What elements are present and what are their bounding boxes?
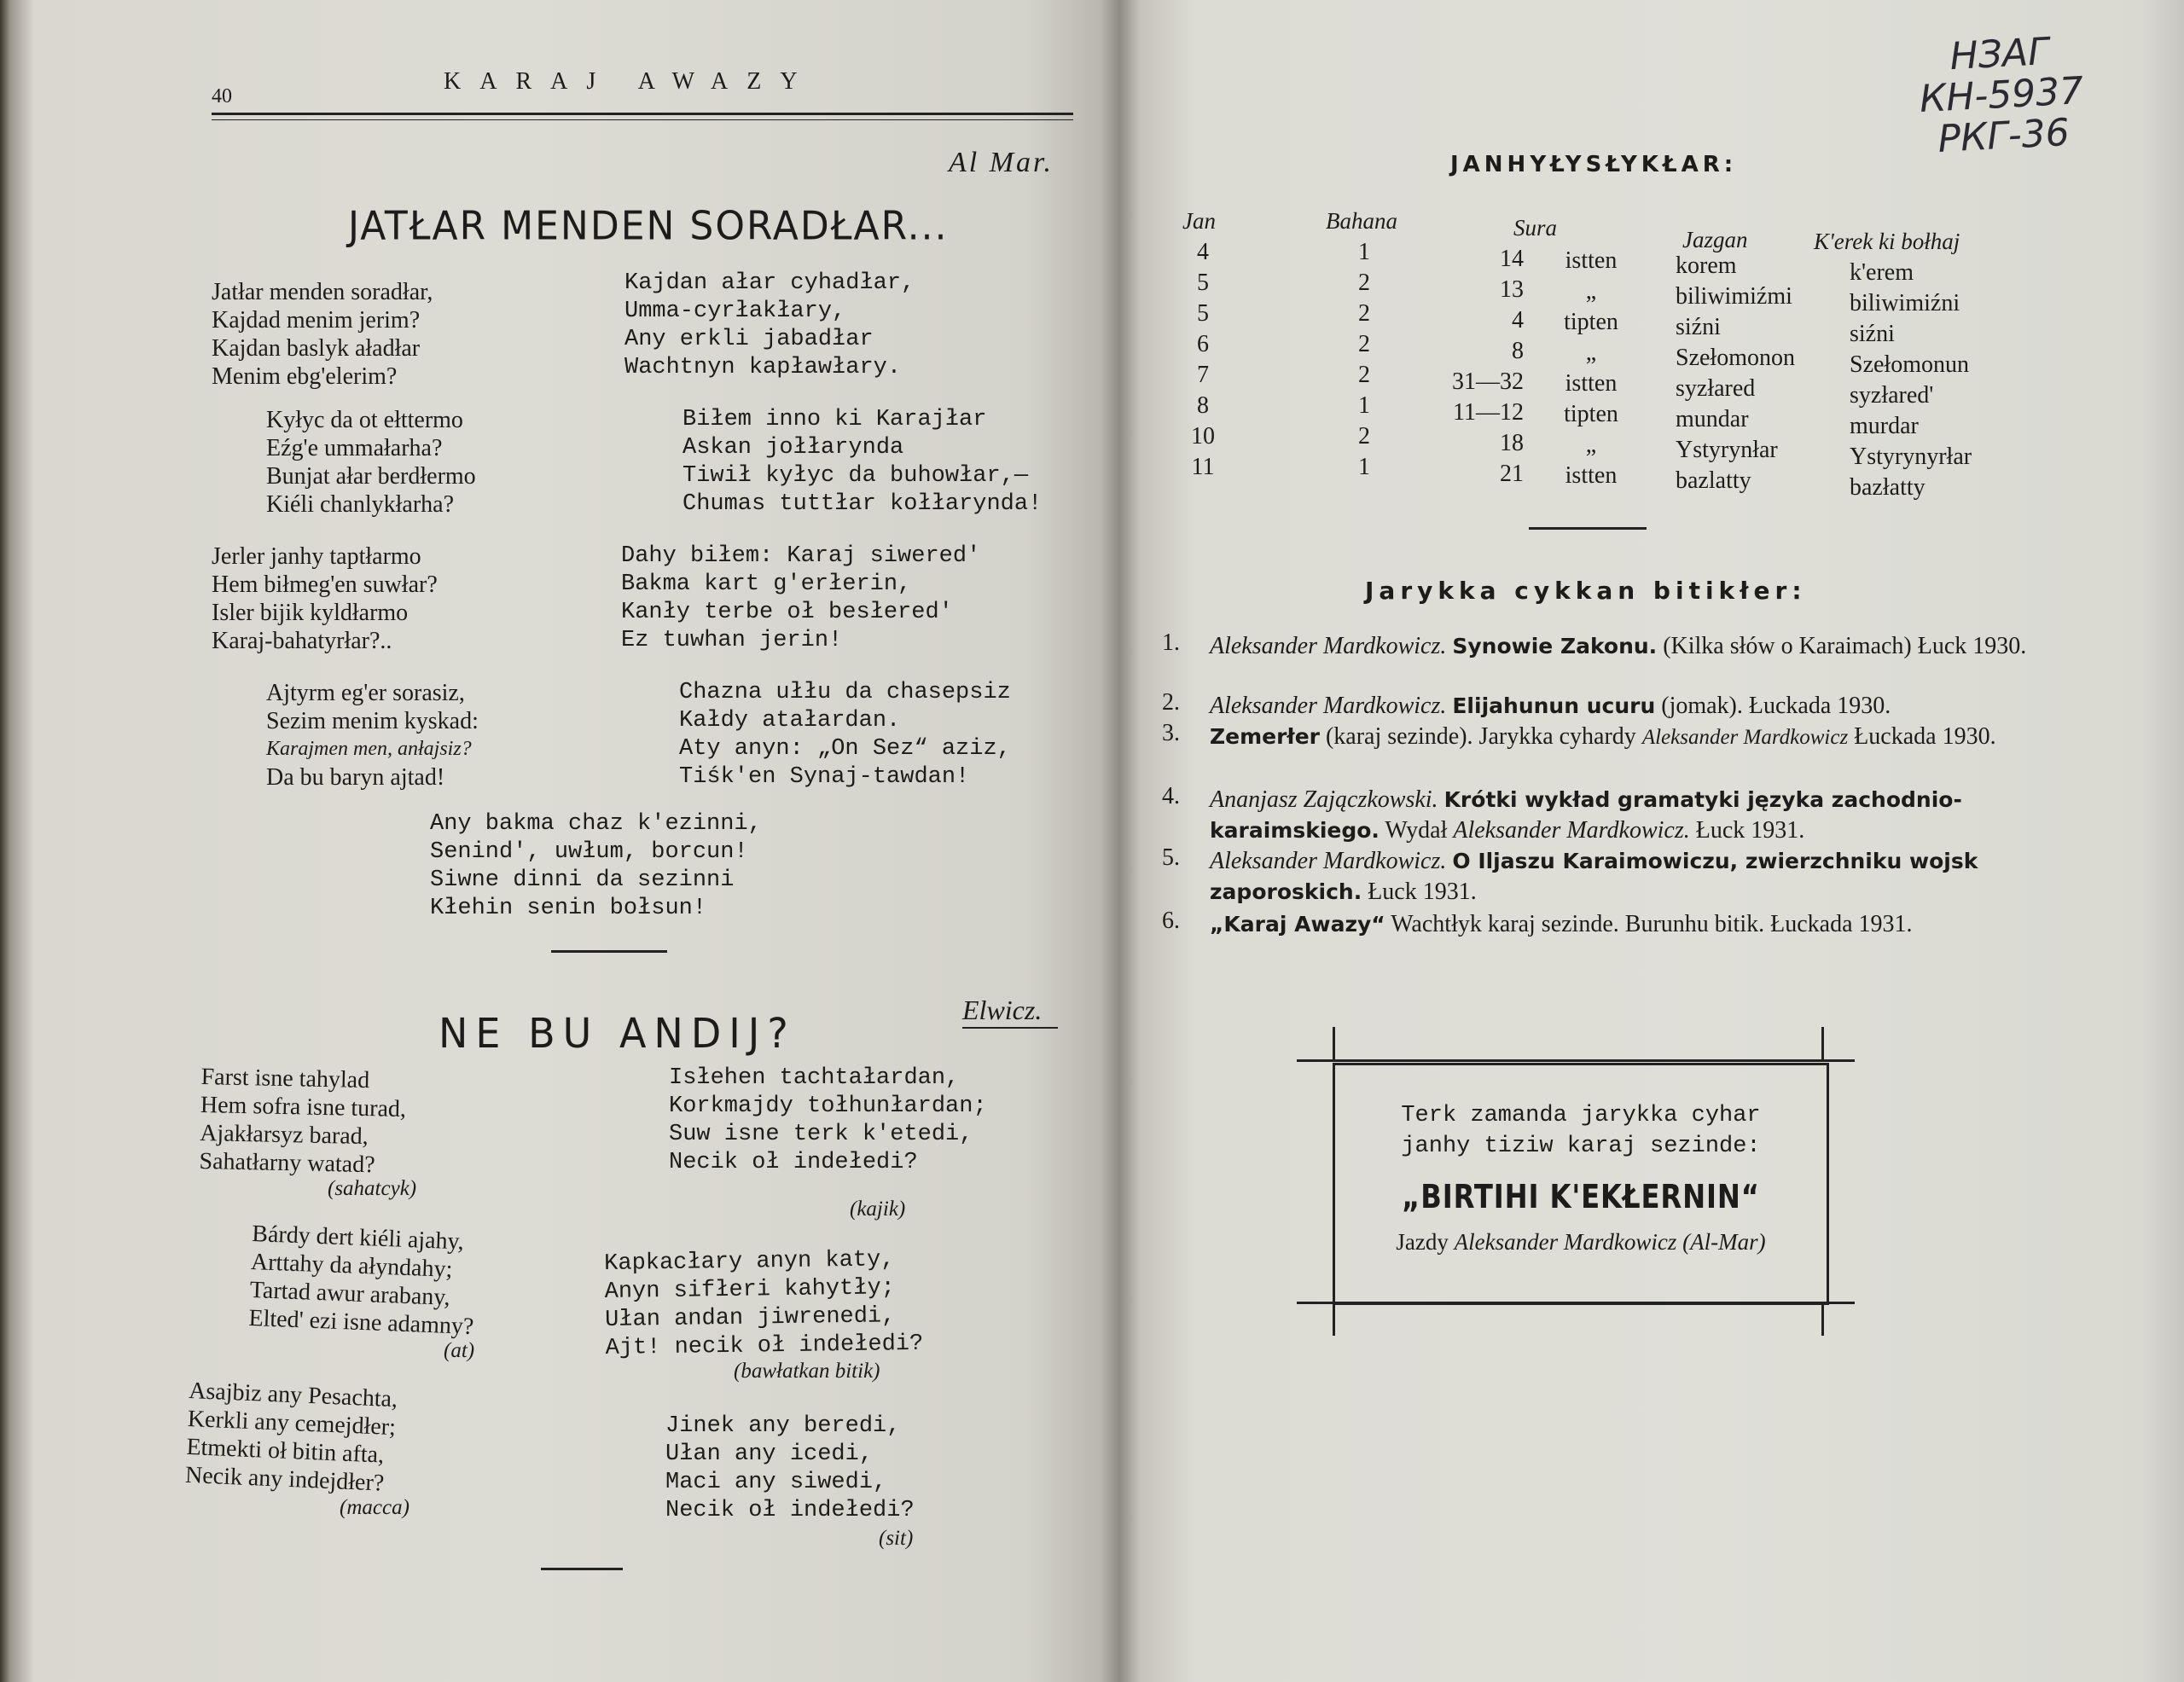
ad-tick-tl (1333, 1027, 1335, 1061)
ad-book-title: „BIRTIHI K'EKŁERNIN“ (1402, 1178, 1760, 1215)
poem1-stanza-7: Ajtyrm eg'er sorasiz, Sezim menim kyskad: Karajmen men, anłajsiz? Da bu baryn ajtad! (266, 680, 479, 791)
col-header-bahana: Bahana (1326, 208, 1397, 234)
poem1-stanza-9: Any bakma chaz k'ezinni, Senind', uwłum, borcun! Siwne dinni da sezinni Kłehin senin bołsun! (430, 811, 762, 921)
bibliography-title: Jarykka cykkan bitikłer: (1365, 577, 1807, 605)
ad-line-2: janhy tiziw karaj sezinde: (1401, 1134, 1761, 1159)
page-number: 40 (212, 85, 232, 107)
poem2-stanza-3: Bárdy dert kiéli ajahy, Arttahy da ałyndahy; Tartad awur arabany, Elted' ezi isne adamny? (247, 1220, 474, 1341)
poem2-author-underline (962, 1027, 1058, 1029)
col-bahana: 1 2 2 2 2 1 2 1 (1358, 239, 1370, 480)
running-title: KARAJ AWAZY (444, 68, 816, 95)
poem1-end-rule (551, 950, 667, 953)
col-header-kerek: K'erek ki bołhaj (1814, 229, 1960, 254)
poem2-author: Elwicz. (962, 995, 1043, 1025)
poem2-answer-3: (at) (444, 1339, 475, 1362)
bib-num-5: 5. (1162, 844, 1180, 871)
poem1-stanza-2: Kajdan ałar cyhadłar, Umma-cyrłakłary, Any erkli jabadłar Wachtnyn kapławłary. (624, 270, 915, 380)
poem1-author: Al Mar. (949, 147, 1054, 178)
poem2-answer-2: (kajik) (850, 1198, 906, 1221)
poem2-answer-1: (sahatcyk) (328, 1177, 417, 1200)
col-jazgan: korem biliwimiźmi siźni Szełomonon syzłared mundar Ystyrynłar bazlatty (1676, 252, 1795, 494)
ad-tick-bl (1333, 1302, 1335, 1336)
poem1-stanza-5: Jerler janhy taptłarmo Hem biłmeg'en suwłar? Isler bijik kyldłarmo Karaj-bahatyrłar?.. (212, 543, 438, 654)
poem2-answer-4: (bawłatkan bitik) (734, 1360, 880, 1383)
col-sura-num: 14 13 4 8 31—32 11—12 18 21 (1452, 246, 1524, 487)
poem1-stanza-6: Dahy biłem: Karaj siwered' Bakma kart g'erłerin, Kanły terbe oł besłered' Ez tuwhan jerin! (621, 543, 981, 653)
poem1-stanza-8: Chazna ułłu da chasepsiz Kałdy atałardan. Aty anyn: „On Sez“ aziz, Tiśk'en Synaj-tawdan! (679, 680, 1011, 790)
errata-title: JANHYŁYSŁYKŁAR: (1450, 152, 1738, 177)
poem2-end-rule (541, 1568, 623, 1570)
header-rule-thin (212, 119, 1073, 120)
col-kerek: k'erem biliwimiźni siźni Szełomonun syzłared' murdar Ystyrynyrłar bazłatty (1850, 259, 1972, 501)
poem2-stanza-4: Kapkacłary anyn katy, Anyn sifłeri kahytły; Ułan andan jiwrenedi, Ajt! necik oł indełedi? (604, 1247, 924, 1361)
poem1-stanza-4: Biłem inno ki Karajłar Askan jołłarynda Tiwił kyłyc da buhowłar,— Chumas tuttłar kołłarynda! (682, 407, 1043, 517)
poem2-stanza-6: Jinek any beredi, Ułan any icedi, Maci any siwedi, Necik oł indełedi? (665, 1413, 915, 1523)
bib-num-4: 4. (1162, 783, 1180, 809)
col-header-jan: Jan (1182, 208, 1216, 234)
bib-item-6: „Karaj Awazy“ Wachtłyk karaj sezinde. Burunhu bitik. Łuckada 1931. (1210, 911, 1913, 937)
poem2-title: NE BU ANDIJ? (439, 1008, 796, 1058)
bib-item-2: Aleksander Mardkowicz. Elijahunun ucuru (jomak). Łuckada 1930. (1210, 693, 1891, 719)
bib-num-2: 2. (1162, 689, 1180, 716)
bib-item-5: Aleksander Mardkowicz. O Iljaszu Karaimowiczu, zwierzchniku wojsk zaporoskich. Łuck 1931. (1210, 848, 1978, 905)
bib-num-3: 3. (1162, 720, 1180, 746)
col-jan: 4 5 5 6 7 8 10 11 (1191, 239, 1215, 480)
poem1-stanza-1: Jatłar menden soradłar, Kajdad menim jerim? Kajdan baslyk aładłar Menim ebg'elerim? (212, 279, 433, 390)
library-stamp: НЗАГ КН-5937 РКГ-36 (1918, 30, 2085, 161)
poem2-stanza-1: Farst isne tahylad Hem sofra isne turad, Ajakłarsyz barad, Sahatłarny watad? (199, 1063, 407, 1179)
col-sura-dir: istten „ tipten „ istten tipten „ istten (1564, 247, 1618, 489)
ad-tick-br (1821, 1302, 1824, 1336)
ad-tick-tr (1821, 1027, 1824, 1061)
bib-num-6: 6. (1162, 908, 1180, 934)
header-rule (212, 113, 1073, 115)
bib-num-1: 1. (1162, 629, 1180, 656)
poem2-stanza-2: Isłehen tachtałardan, Korkmajdy tołhunłardan; Suw isne terk k'etedi, Necik oł indełedi? (669, 1065, 987, 1175)
advert-box (1333, 1063, 1829, 1305)
ad-byline: Jazdy Aleksander Mardkowicz (Al-Mar) (1396, 1229, 1766, 1255)
col-header-jazgan: Jazgan (1682, 227, 1748, 252)
col-header-sura: Sura (1513, 215, 1558, 241)
bib-item-4: Ananjasz Zajączkowski. Krótki wykład gramatyki języka zachodnio-karaimskiego. Wydał Aleksander Mardkowicz. Łuck 1931. (1210, 786, 1962, 844)
poem1-title: JATŁAR MENDEN SORADŁAR... (348, 203, 949, 250)
bib-item-3: Zemerłer (karaj sezinde). Jarykka cyhardy Aleksander Mardkowicz Łuckada 1930. (1210, 723, 1996, 750)
ad-line-1: Terk zamanda jarykka cyhar (1401, 1103, 1761, 1128)
errata-end-rule (1529, 527, 1647, 530)
ad-rule-top (1297, 1059, 1855, 1062)
poem2-answer-6: (sit) (879, 1527, 914, 1550)
bib-item-1: Aleksander Mardkowicz. Synowie Zakonu. (Kilka słów o Karaimach) Łuck 1930. (1210, 633, 2027, 659)
poem2-stanza-5: Asajbiz any Pesachta, Kerkli any cemejdłer; Etmekti oł bitin afta, Necik any indejdłer? (184, 1377, 398, 1497)
poem2-answer-5: (macca) (340, 1496, 410, 1519)
poem1-stanza-3: Kyłyc da ot ełttermo Eźg'e ummałarha? Bunjat ałar berdłermo Kiéli chanlykłarha? (266, 407, 476, 518)
